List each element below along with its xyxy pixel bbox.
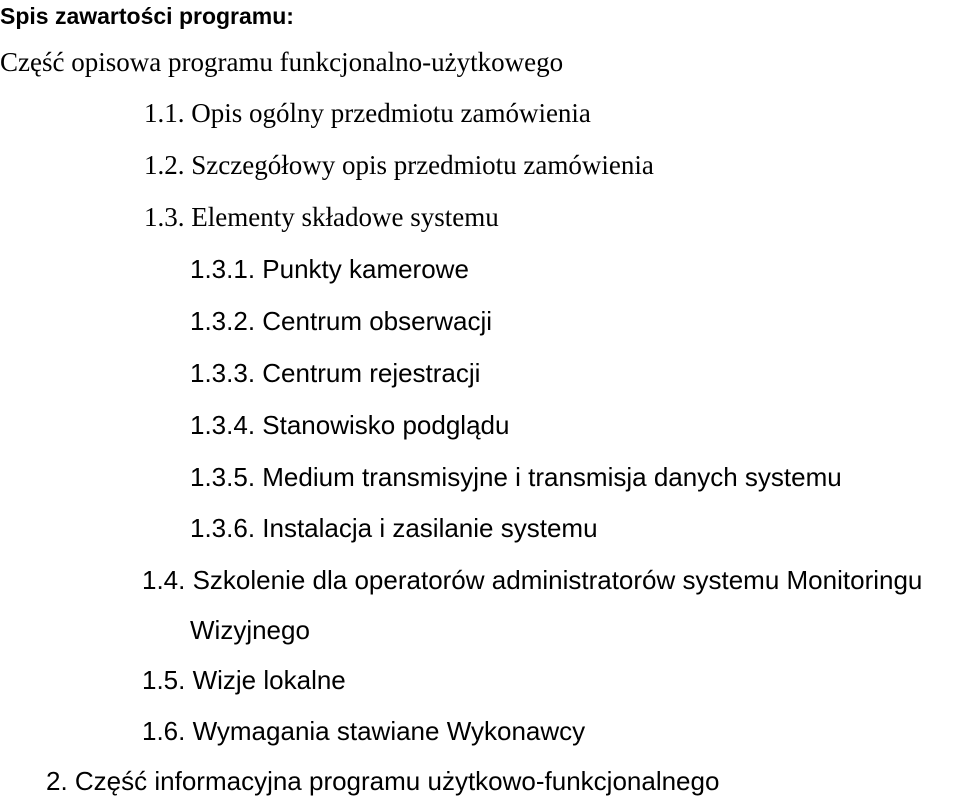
toc-title: Spis zawartości programu:: [0, 3, 294, 29]
toc-item-1-6: 1.6. Wymagania stawiane Wykonawcy: [142, 716, 586, 746]
toc-item-1-3-4: 1.3.4. Stanowisko podglądu: [190, 410, 510, 440]
toc-item-1-4: 1.4. Szkolenie dla operatorów administratorów systemu Monitoringu: [142, 565, 923, 595]
toc-item-1-5: 1.5. Wizje lokalne: [142, 665, 346, 695]
toc-item-1-4-continued: Wizyjnego: [190, 615, 310, 645]
toc-item-1-3-1: 1.3.1. Punkty kamerowe: [190, 254, 469, 284]
toc-item-1-2: 1.2. Szczegółowy opis przedmiotu zamówienia: [144, 150, 654, 180]
toc-item-1-3-3: 1.3.3. Centrum rejestracji: [190, 358, 481, 388]
toc-item-1-3-5: 1.3.5. Medium transmisyjne i transmisja danych systemu: [190, 462, 842, 492]
toc-section-2: 2. Część informacyjna programu użytkowo-funkcjonalnego: [46, 766, 720, 796]
toc-item-1-3-6: 1.3.6. Instalacja i zasilanie systemu: [190, 513, 598, 543]
toc-section-1: Część opisowa programu funkcjonalno-użytkowego: [0, 47, 564, 77]
toc-item-1-1: 1.1. Opis ogólny przedmiotu zamówienia: [144, 98, 591, 128]
toc-item-1-3: 1.3. Elementy składowe systemu: [144, 202, 499, 232]
toc-item-1-3-2: 1.3.2. Centrum obserwacji: [190, 306, 493, 336]
